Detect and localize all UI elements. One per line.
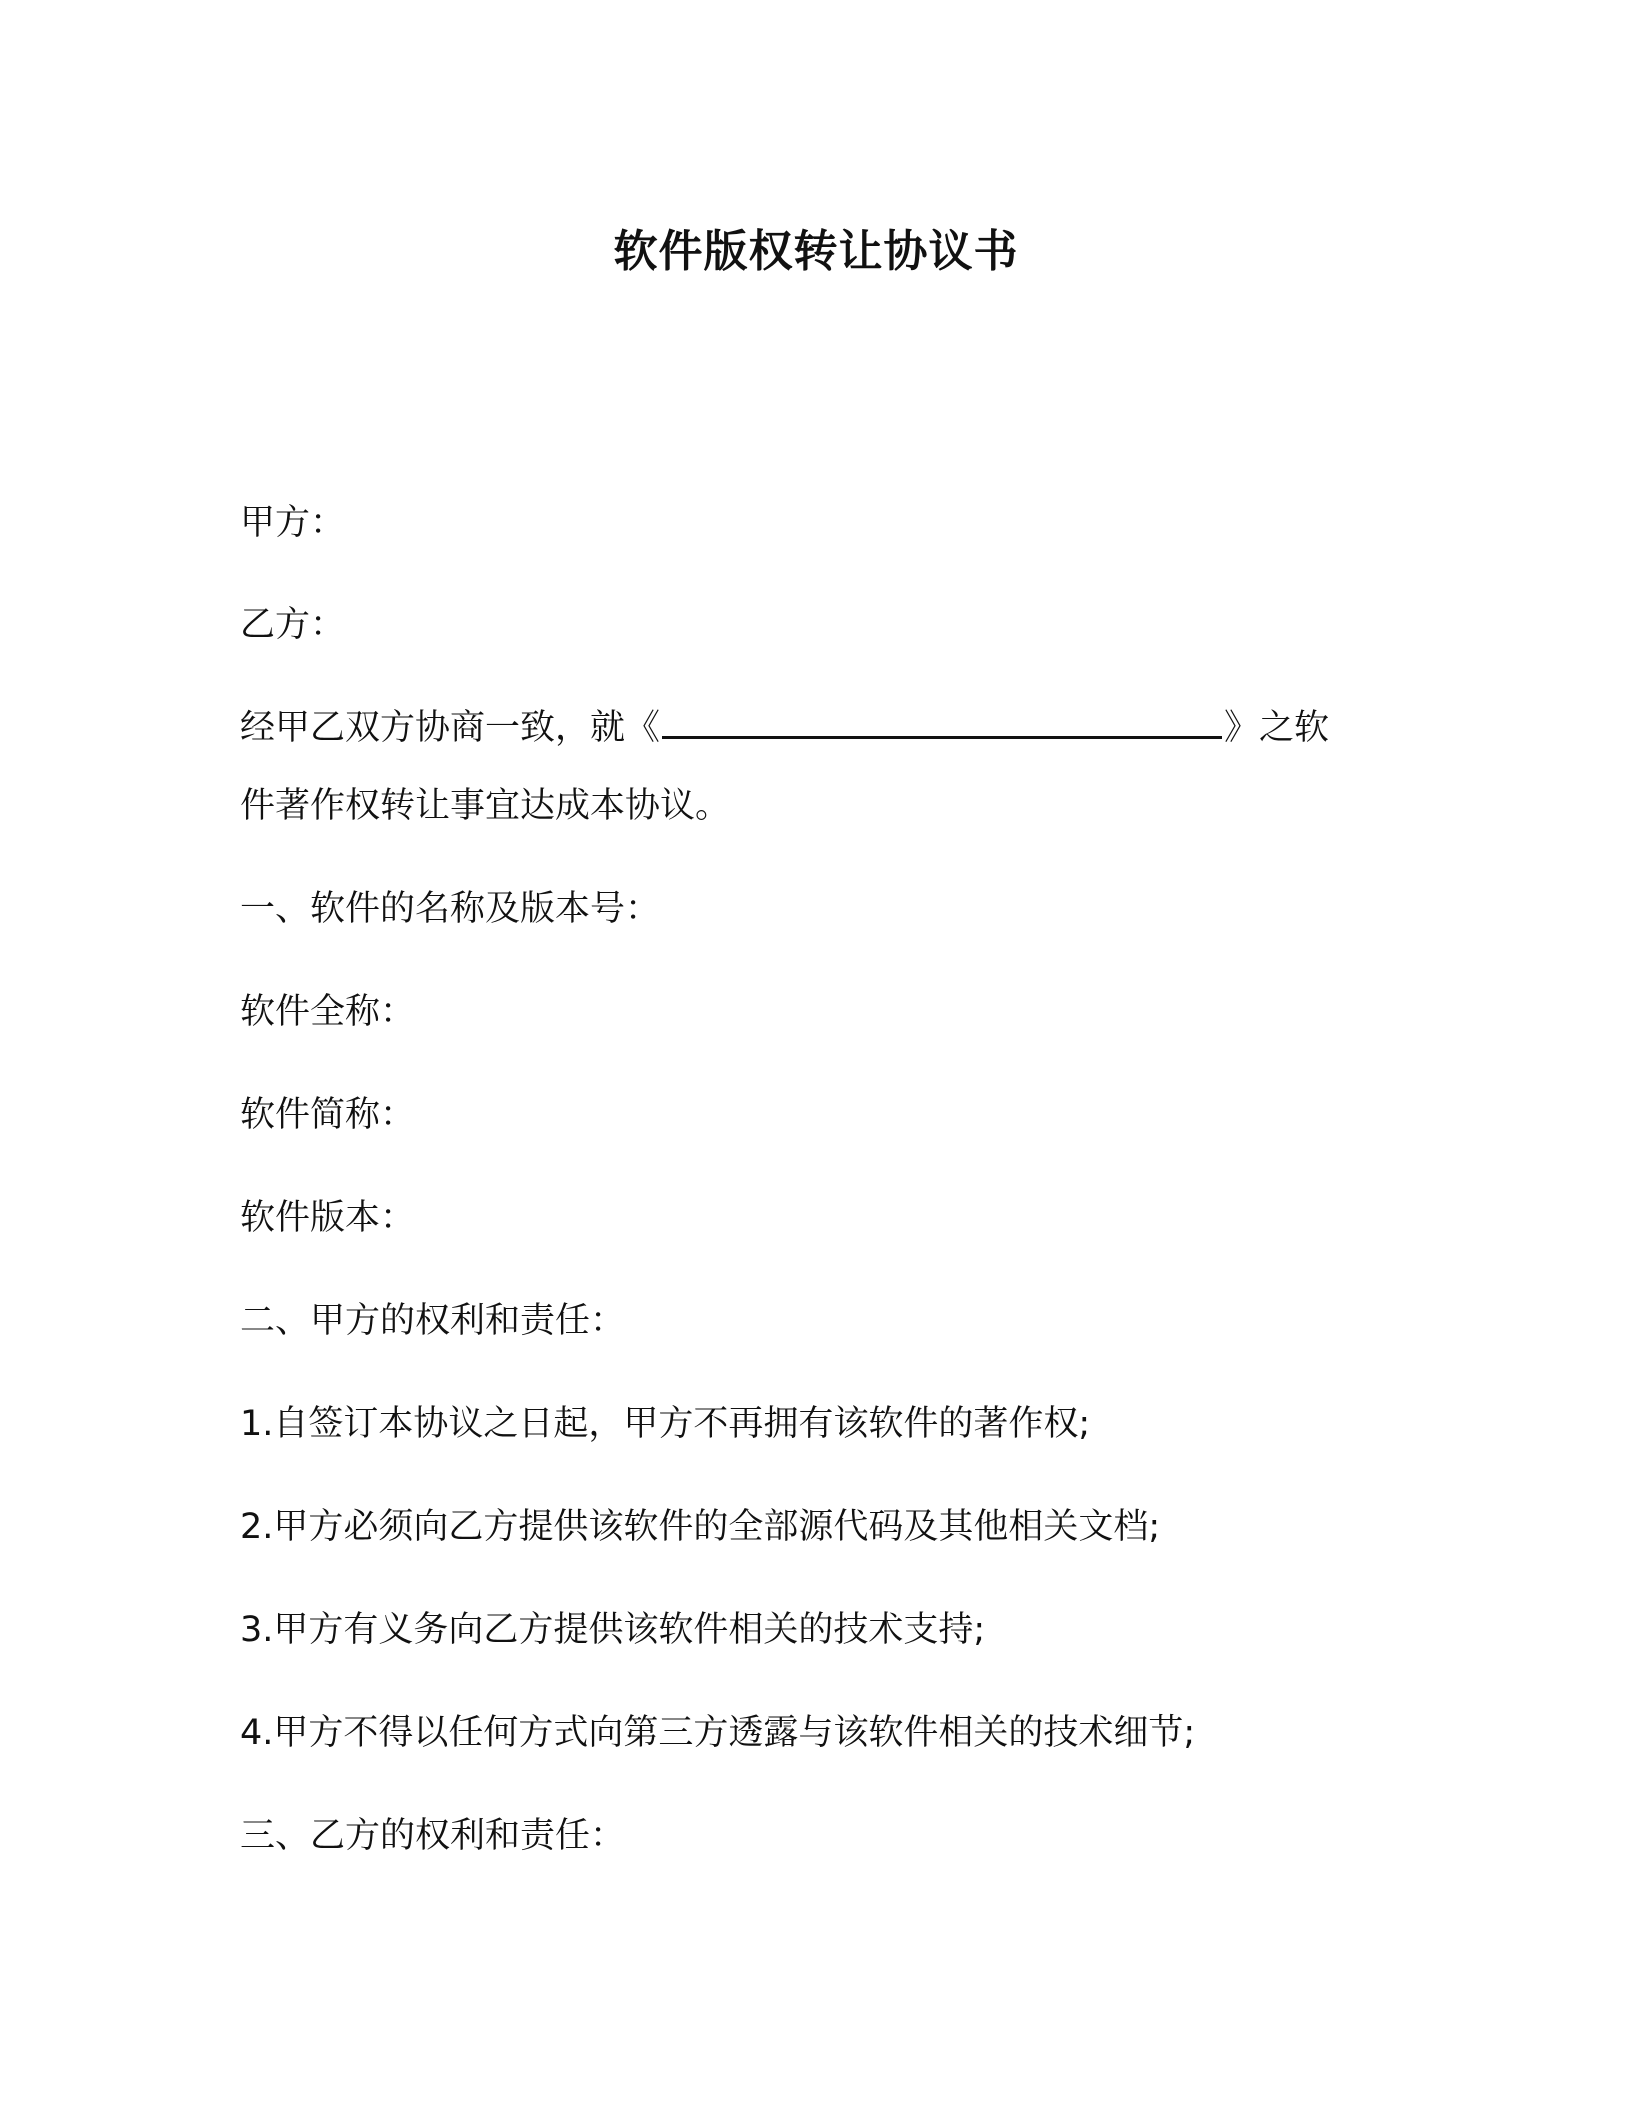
intro-prefix: 经甲乙双方协商一致，就《 [240, 708, 661, 748]
software-name-blank [662, 704, 1222, 739]
intro-continuation: 件著作权转让事宜达成本协议。 [240, 786, 731, 826]
section2-item: 2.甲方必须向乙方提供该软件的全部源代码及其他相关文档; [240, 1507, 1161, 1547]
section1-heading: 一、软件的名称及版本号： [240, 889, 661, 929]
software-short-name-label: 软件简称： [240, 1095, 416, 1135]
party-b-label: 乙方： [240, 605, 346, 645]
software-version-label: 软件版本： [240, 1198, 416, 1238]
intro-line [240, 703, 1400, 753]
section2-item: 4.甲方不得以任何方式向第三方透露与该软件相关的技术细节; [240, 1713, 1196, 1753]
section2-item: 3.甲方有义务向乙方提供该软件相关的技术支持; [240, 1610, 986, 1650]
section2-heading: 二、甲方的权利和责任： [240, 1301, 626, 1341]
section3-heading: 三、乙方的权利和责任： [240, 1816, 626, 1856]
document-title: 软件版权转让协议书 [613, 226, 1019, 277]
software-full-name-label: 软件全称： [240, 992, 416, 1032]
party-a-label: 甲方： [240, 503, 346, 543]
section2-item: 1.自签订本协议之日起，甲方不再拥有该软件的著作权; [240, 1404, 1091, 1444]
intro-suffix: 》之软 [1224, 708, 1330, 748]
